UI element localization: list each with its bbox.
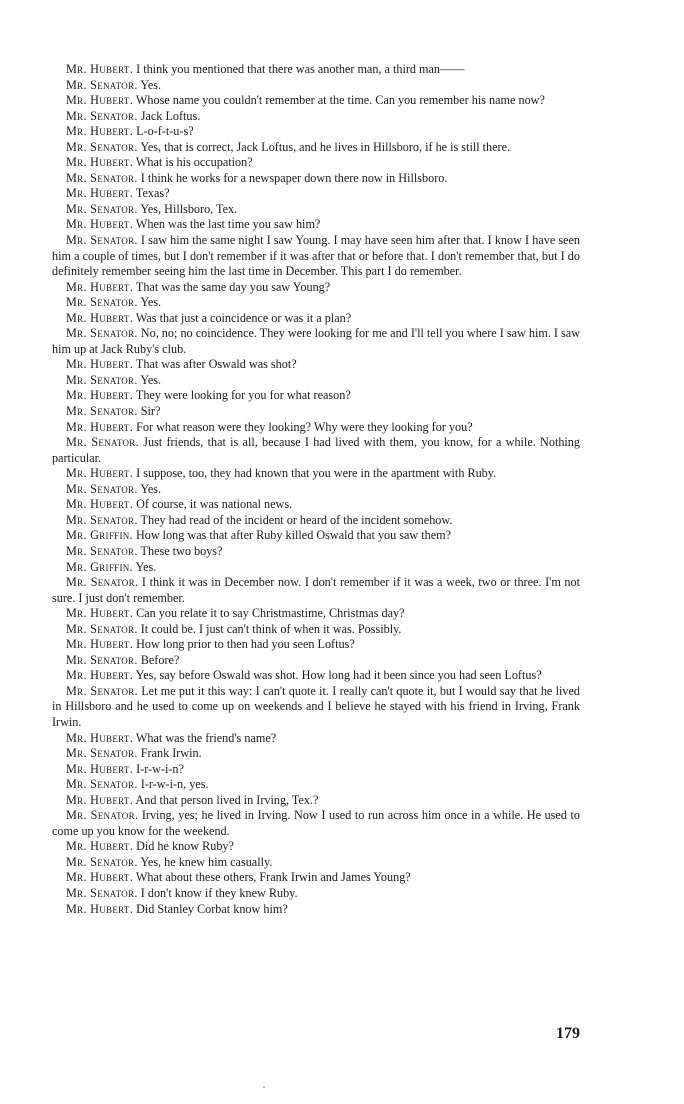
dialogue-text: Just friends, that is all, because I had lived with them, you know, for a while. Nothing particular. [52, 435, 580, 465]
speaker-name: Mr. Hubert. [66, 186, 134, 201]
transcript-paragraph [52, 777, 580, 793]
transcript-paragraph [52, 902, 580, 918]
speaker-name: Mr. Hubert. [66, 93, 134, 108]
speaker-name: Mr. Senator. [66, 435, 139, 450]
dialogue-text: Yes. [140, 295, 162, 310]
speaker-name: Mr. Hubert. [66, 155, 134, 170]
dialogue-text: Yes. [140, 481, 162, 496]
speaker-name: Mr. Hubert. [66, 419, 134, 434]
transcript-paragraph [52, 466, 580, 482]
transcript-paragraph [52, 140, 580, 156]
speaker-name: Mr. Senator. [66, 885, 138, 900]
dialogue-text: When was the last time you saw him? [135, 217, 321, 232]
dialogue-text: And that person lived in Irving, Tex.? [135, 792, 319, 807]
transcript-paragraph [52, 560, 580, 576]
dialogue-text: Jack Loftus. [140, 108, 201, 123]
transcript-paragraph [52, 311, 580, 327]
transcript-paragraph [52, 762, 580, 778]
transcript-paragraph [52, 606, 580, 622]
speaker-name: Mr. Senator. [66, 139, 138, 154]
speaker-name: Mr. Senator. [66, 512, 138, 527]
transcript-paragraph [52, 109, 580, 125]
transcript-paragraph [52, 155, 580, 171]
dialogue-text: Whose name you couldn't remember at the time. Can you remember his name now? [135, 93, 545, 108]
dialogue-text: Yes, that is correct, Jack Loftus, and he lives in Hillsboro, if he is still there. [140, 139, 511, 154]
dialogue-text: That was the same day you saw Young? [135, 279, 331, 294]
transcript-page [52, 62, 580, 1022]
dialogue-text: No, no; no coincidence. They were looking for me and I'll tell you where I saw him. I saw him up at Jack Ruby's club. [52, 326, 581, 356]
speaker-name: Mr. Hubert. [66, 901, 134, 916]
transcript-paragraph [52, 731, 580, 747]
dialogue-text: It could be. I just can't think of when it was. Possibly. [140, 621, 402, 636]
transcript-paragraph [52, 513, 580, 529]
dialogue-text: Did Stanley Corbat know him? [136, 901, 288, 916]
transcript-paragraph [52, 528, 580, 544]
transcript-paragraph [52, 78, 580, 94]
dialogue-text: Did he know Ruby? [136, 839, 234, 854]
dialogue-text: These two boys? [140, 543, 223, 558]
transcript-paragraph [52, 808, 580, 839]
dialogue-text: Sir? [140, 404, 161, 419]
speaker-name: Mr. Senator. [66, 746, 138, 761]
speaker-name: Mr. Senator. [66, 372, 138, 387]
dialogue-text: How long prior to then had you seen Loftus? [136, 637, 355, 652]
speaker-name: Mr. Senator. [66, 621, 138, 636]
speaker-name: Mr. Senator. [66, 77, 138, 92]
dialogue-text: What is his occupation? [135, 155, 253, 170]
transcript-paragraph [52, 420, 580, 436]
dialogue-text: Yes. [135, 559, 157, 574]
transcript-paragraph [52, 388, 580, 404]
dialogue-text: Was that just a coincidence or was it a plan? [135, 310, 352, 325]
dialogue-text: Yes. [140, 77, 162, 92]
dialogue-text: L-o-f-t-u-s? [136, 124, 194, 139]
dialogue-text: I don't know if they knew Ruby. [140, 885, 298, 900]
speaker-name: Mr. Hubert. [66, 124, 134, 139]
dialogue-text: They had read of the incident or heard of the incident somehow. [140, 512, 453, 527]
transcript-paragraph [52, 93, 580, 109]
transcript-paragraph [52, 171, 580, 187]
transcript-paragraph [52, 653, 580, 669]
speaker-name: Mr. Hubert. [66, 870, 134, 885]
scan-speck [263, 1086, 265, 1088]
speaker-name: Mr. Hubert. [66, 497, 134, 512]
transcript-paragraph [52, 637, 580, 653]
speaker-name: Mr. Senator. [66, 481, 138, 496]
transcript-paragraph [52, 357, 580, 373]
speaker-name: Mr. Senator. [66, 201, 138, 216]
speaker-name: Mr. Senator. [66, 575, 139, 590]
dialogue-text: Before? [140, 652, 180, 667]
transcript-paragraph [52, 482, 580, 498]
speaker-name: Mr. Hubert. [66, 357, 134, 372]
dialogue-text: That was after Oswald was shot? [135, 357, 297, 372]
speaker-name: Mr. Hubert. [66, 606, 134, 621]
speaker-name: Mr. Hubert. [66, 62, 134, 76]
transcript-paragraph [52, 793, 580, 809]
transcript-paragraph [52, 497, 580, 513]
dialogue-text: I think he works for a newspaper down there now in Hillsboro. [140, 170, 448, 185]
dialogue-text: How long was that after Ruby killed Oswald that you saw them? [135, 528, 452, 543]
dialogue-text: Let me put it this way: I can't quote it. I really can't quote it, but I would say that he lived in Hillsboro and he used to come up on weekends and I believe he stayed with his friend in Irving, Frank Irwin. [52, 683, 580, 729]
dialogue-text: What was the friend's name? [135, 730, 277, 745]
transcript-paragraph [52, 217, 580, 233]
speaker-name: Mr. Senator. [66, 404, 138, 419]
transcript-paragraph [52, 202, 580, 218]
transcript-paragraph [52, 295, 580, 311]
transcript-paragraph [52, 373, 580, 389]
dialogue-text: Yes, Hillsboro, Tex. [140, 201, 238, 216]
speaker-name: Mr. Hubert. [66, 730, 134, 745]
transcript-paragraph [52, 124, 580, 140]
dialogue-text: Frank Irwin. [140, 746, 202, 761]
dialogue-text: Irving, yes; he lived in Irving. Now I used to run across him once in a while. He used to come up you know for the weekend. [52, 808, 581, 838]
speaker-name: Mr. Senator. [66, 777, 138, 792]
dialogue-text: They were looking for you for what reason? [135, 388, 351, 403]
speaker-name: Mr. Senator. [66, 808, 139, 823]
dialogue-text: Yes. [140, 372, 162, 387]
transcript-paragraph [52, 855, 580, 871]
transcript-paragraph [52, 326, 580, 357]
dialogue-text: I-r-w-i-n, yes. [140, 777, 209, 792]
transcript-paragraph [52, 233, 580, 280]
dialogue-text: Yes, say before Oswald was shot. How long had it been since you had seen Loftus? [135, 668, 542, 683]
dialogue-text: What about these others, Frank Irwin and James Young? [135, 870, 411, 885]
speaker-name: Mr. Hubert. [66, 792, 134, 807]
speaker-name: Mr. Hubert. [66, 466, 134, 481]
dialogue-text: I-r-w-i-n? [136, 761, 184, 776]
transcript-paragraph [52, 746, 580, 762]
speaker-name: Mr. Griffin. [66, 559, 133, 574]
transcript-paragraph [52, 62, 580, 78]
transcript-paragraph [52, 435, 580, 466]
dialogue-text: Texas? [135, 186, 170, 201]
dialogue-text: Yes, he knew him casually. [140, 854, 273, 869]
speaker-name: Mr. Hubert. [66, 217, 134, 232]
speaker-name: Mr. Senator. [66, 652, 138, 667]
speaker-name: Mr. Hubert. [66, 279, 134, 294]
speaker-name: Mr. Senator. [66, 233, 138, 248]
speaker-name: Mr. Senator. [66, 295, 138, 310]
speaker-name: Mr. Senator. [66, 326, 138, 341]
speaker-name: Mr. Hubert. [66, 310, 134, 325]
transcript-paragraph [52, 575, 580, 606]
transcript-paragraph [52, 186, 580, 202]
speaker-name: Mr. Senator. [66, 683, 138, 698]
dialogue-text: For what reason were they looking? Why were they looking for you? [136, 419, 473, 434]
page-number: 179 [556, 1025, 580, 1042]
transcript-paragraph [52, 839, 580, 855]
speaker-name: Mr. Hubert. [66, 388, 134, 403]
dialogue-text: I think it was in December now. I don't remember if it was a week, two or three. I'm not sure. I just don't remember. [52, 575, 580, 605]
speaker-name: Mr. Hubert. [66, 668, 134, 683]
speaker-name: Mr. Senator. [66, 854, 138, 869]
dialogue-text: Can you relate it to say Christmastime, Christmas day? [136, 606, 405, 621]
dialogue-text: I think you mentioned that there was another man, a third man—— [136, 62, 465, 76]
transcript-paragraph [52, 622, 580, 638]
transcript-paragraph [52, 870, 580, 886]
transcript-paragraph [52, 684, 580, 731]
transcript-paragraph [52, 404, 580, 420]
dialogue-text: I saw him the same night I saw Young. I may have seen him after that. I know I have seen him a couple of times, but I don't remember if it was after that or before that. I don't remember that, but I do definitely remember seeing him the last time in December. This part I do remember. [52, 233, 581, 279]
speaker-name: Mr. Senator. [66, 543, 138, 558]
speaker-name: Mr. Griffin. [66, 528, 133, 543]
transcript-paragraph [52, 544, 580, 560]
speaker-name: Mr. Hubert. [66, 761, 134, 776]
transcript-paragraph [52, 668, 580, 684]
transcript-paragraph [52, 886, 580, 902]
speaker-name: Mr. Hubert. [66, 637, 134, 652]
transcript-paragraph [52, 280, 580, 296]
speaker-name: Mr. Senator. [66, 170, 138, 185]
speaker-name: Mr. Senator. [66, 108, 138, 123]
dialogue-text: I suppose, too, they had known that you were in the apartment with Ruby. [136, 466, 497, 481]
speaker-name: Mr. Hubert. [66, 839, 134, 854]
dialogue-text: Of course, it was national news. [136, 497, 293, 512]
